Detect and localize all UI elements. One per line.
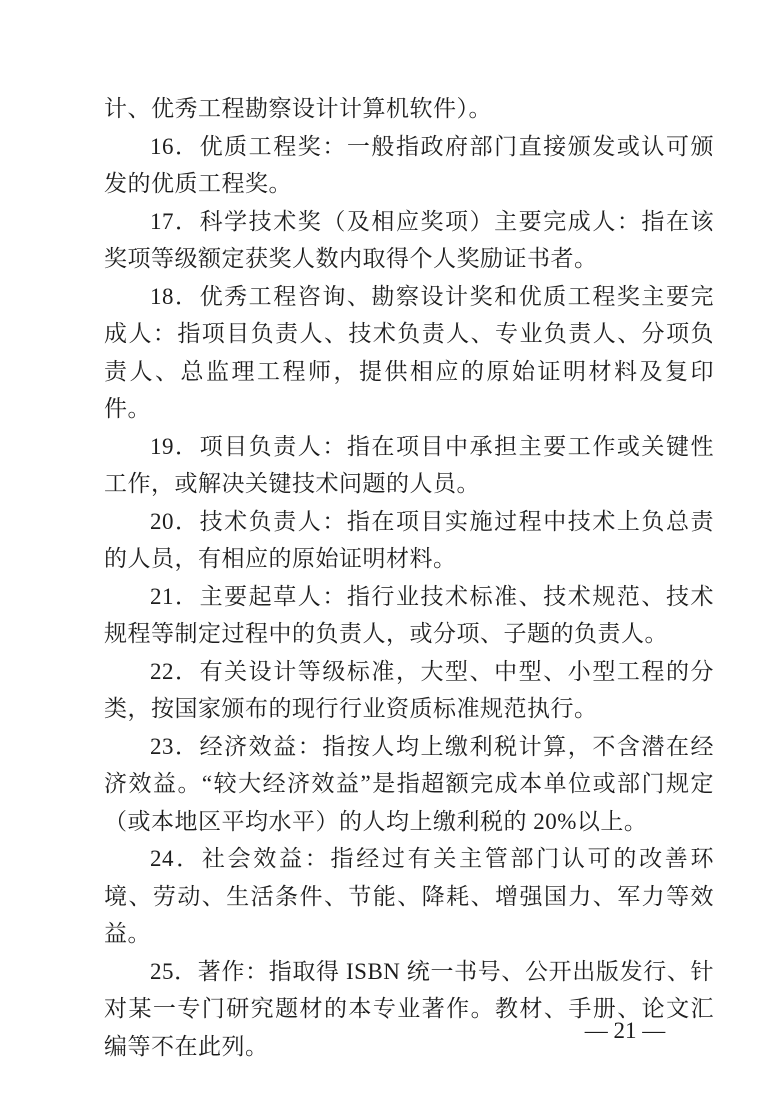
paragraph-item-19: 19．项目负责人：指在项目中承担主要工作或关键性工作，或解决关键技术问题的人员。 bbox=[104, 433, 714, 496]
paragraph-item-18: 18．优秀工程咨询、勘察设计奖和优质工程奖主要完成人：指项目负责人、技术负责人、专业负责人、分项负责人、总监理工程师，提供相应的原始证明材料及复印件。 bbox=[104, 283, 714, 421]
paragraph-item-17: 17．科学技术奖（及相应奖项）主要完成人：指在该奖项等级额定获奖人数内取得个人奖励证书者。 bbox=[104, 208, 714, 271]
paragraph-item-24: 24．社会效益：指经过有关主管部门认可的改善环境、劳动、生活条件、节能、降耗、增强国力、军力等效益。 bbox=[104, 846, 714, 946]
paragraph-item-22: 22．有关设计等级标准，大型、中型、小型工程的分类，按国家颁布的现行行业资质标准规范执行。 bbox=[104, 658, 714, 721]
document-body bbox=[104, 90, 714, 1065]
paragraph-item-20: 20．技术负责人：指在项目实施过程中技术上负总责的人员，有相应的原始证明材料。 bbox=[104, 508, 714, 571]
paragraph-continuation: 计、优秀工程勘察设计计算机软件）。 bbox=[104, 96, 492, 121]
page-number: — 21 — bbox=[584, 1018, 666, 1043]
paragraph-item-16: 16．优质工程奖：一般指政府部门直接颁发或认可颁发的优质工程奖。 bbox=[104, 133, 714, 196]
paragraph-item-21: 21．主要起草人：指行业技术标准、技术规范、技术规程等制定过程中的负责人，或分项、子题的负责人。 bbox=[104, 583, 714, 646]
paragraph-item-25: 25．著作：指取得 ISBN 统一书号、公开出版发行、针对某一专门研究题材的本专业著作。教材、手册、论文汇编等不在此列。 bbox=[104, 958, 714, 1059]
paragraph-item-23: 23．经济效益：指按人均上缴利税计算，不含潜在经济效益。“较大经济效益”是指超额完成本单位或部门规定（或本地区平均水平）的人均上缴利税的 20%以上。 bbox=[104, 733, 714, 834]
